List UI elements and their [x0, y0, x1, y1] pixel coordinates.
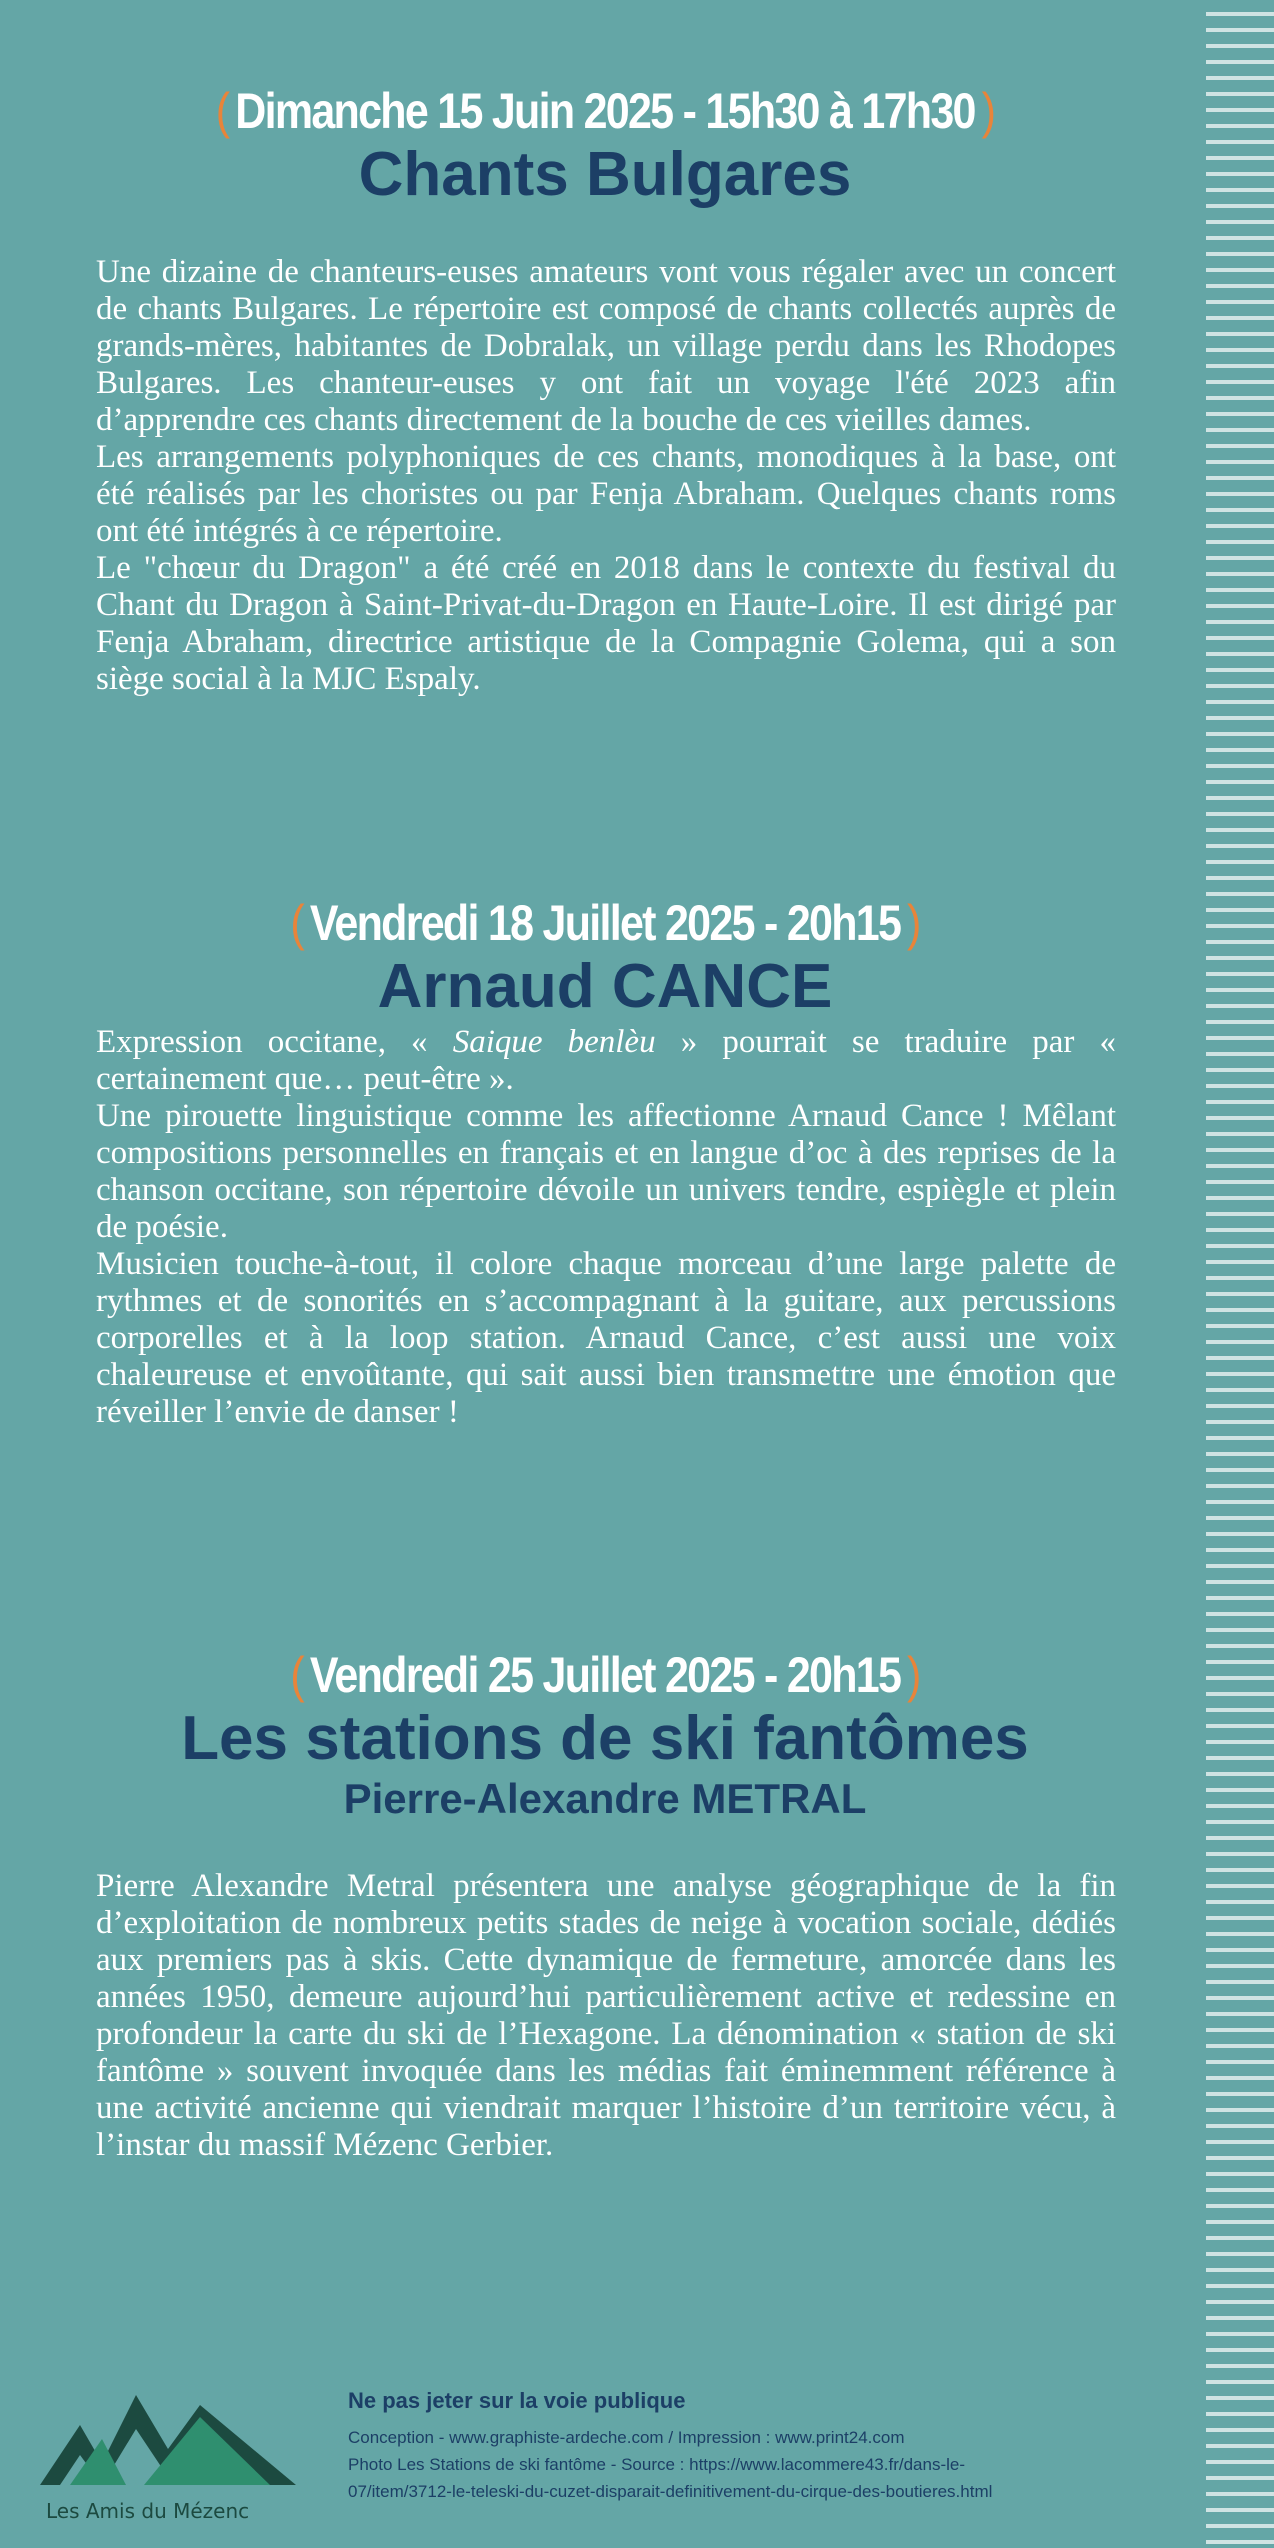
event-date	[85, 1646, 1126, 1704]
event-title: Les stations de ski fantômes	[181, 1704, 1029, 1773]
event-date	[85, 894, 1126, 952]
paragraph: Musicien touche-à-tout, il colore chaque morceau d’une large palette de rythmes et de sonorités en s’accompagnant à la guitare, aux percussions corporelles et à la loop station. Arnaud Cance, c’est aussi une voix chaleureuse et envoûtante, qui sait aussi bien transmettre une émotion que réveiller l’envie de danser !	[96, 1246, 1116, 1430]
paren-open: (	[290, 1647, 303, 1703]
amis-du-mezenc-logo	[40, 2385, 320, 2525]
paragraph: Pierre Alexandre Metral présentera une analyse géographique de la fin d’exploitation de nombreux petits stades de neige à vocation sociale, dédiés aux premiers pas à skis. Cette dynamique de fermeture, amorcée dans les années 1950, demeure aujourd’hui particulièrement active et redessine en profondeur la carte du ski de l’Hexagone. La dénomination « station de ski fantôme » souvent invoquée dans les médias fait éminemment référence à une activité ancienne qui viendrait marquer l’histoire d’un territoire vécu, à l’instar du massif Mézenc Gerbier.	[96, 1868, 1116, 2163]
intro-before: Expression occitane, «	[96, 1024, 453, 1060]
paren-close: )	[981, 83, 995, 139]
footer-photo-source-cont: 07/item/3712-le-teleski-du-cuzet-disparait-definitivement-du-cirque-des-boutieres.html	[348, 2482, 993, 2501]
event-stations-ski	[0, 1646, 1210, 1824]
event-description	[96, 254, 1116, 698]
footer-notice: Ne pas jeter sur la voie publique	[348, 2388, 686, 2413]
intro-after: » pourrait se traduire par « certainement que… peut-être ».	[96, 1024, 1117, 1097]
paren-open: (	[215, 83, 229, 139]
event-title: Chants Bulgares	[358, 140, 852, 209]
event-title: Arnaud CANCE	[377, 952, 833, 1021]
paragraph: Le "chœur du Dragon" a été créé en 2018 dans le contexte du festival du Chant du Dragon à Saint-Privat-du-Dragon en Haute-Loire. Il est dirigé par Fenja Abraham, directrice artistique de la Compagnie Golema, qui a son siège social à la MJC Espaly.	[96, 550, 1116, 697]
event-date-text: Dimanche 15 Juin 2025 - 15h30 à 17h30	[235, 83, 975, 139]
footer-photo-source: Photo Les Stations de ski fantôme - Source : https://www.lacommere43.fr/dans-le-	[348, 2455, 966, 2474]
footer-credits: Conception - www.graphiste-ardeche.com / Impression : www.print24.com	[348, 2428, 905, 2447]
footer-text	[348, 2388, 1148, 2505]
paragraph: Les arrangements polyphoniques de ces chants, monodiques à la base, ont été réalisés par les choristes ou par Fenja Abraham. Quelques chants roms ont été intégrés à ce répertoire.	[96, 439, 1116, 549]
event-date-text: Vendredi 25 Juillet 2025 - 20h15	[309, 1647, 901, 1703]
paragraph-intro	[96, 1024, 1116, 1098]
event-date-text: Vendredi 18 Juillet 2025 - 20h15	[309, 895, 901, 951]
paragraph: Une dizaine de chanteurs-euses amateurs vont vous régaler avec un concert de chants Bulgares. Le répertoire est composé de chants collectés auprès de grands-mères, habitantes de Dobralak, un village perdu dans les Rhodopes Bulgares. Les chanteur-euses y ont fait un voyage l'été 2023 afin d’apprendre ces chants directement de la bouche de ces vieilles dames.	[96, 254, 1116, 438]
event-date	[85, 82, 1126, 140]
paren-open: (	[290, 895, 303, 951]
intro-italic: Saique benlèu	[452, 1024, 656, 1060]
event-subtitle: Pierre-Alexandre METRAL	[343, 1775, 867, 1822]
logo-text: Les Amis du Mézenc	[46, 2499, 250, 2523]
decorative-stripes	[1206, 0, 1274, 2548]
event-description	[96, 1868, 1116, 2164]
mountain-logo-icon	[40, 2385, 300, 2495]
paren-close: )	[907, 1647, 920, 1703]
event-chants-bulgares	[0, 82, 1210, 210]
event-arnaud-cance	[0, 894, 1210, 1022]
paragraph: Une pirouette linguistique comme les affectionne Arnaud Cance ! Mêlant compositions personnelles en français et en langue d’oc à des reprises de la chanson occitane, son répertoire dévoile un univers tendre, espiègle et plein de poésie.	[96, 1098, 1116, 1245]
event-description	[96, 1024, 1116, 1431]
paren-close: )	[907, 895, 920, 951]
